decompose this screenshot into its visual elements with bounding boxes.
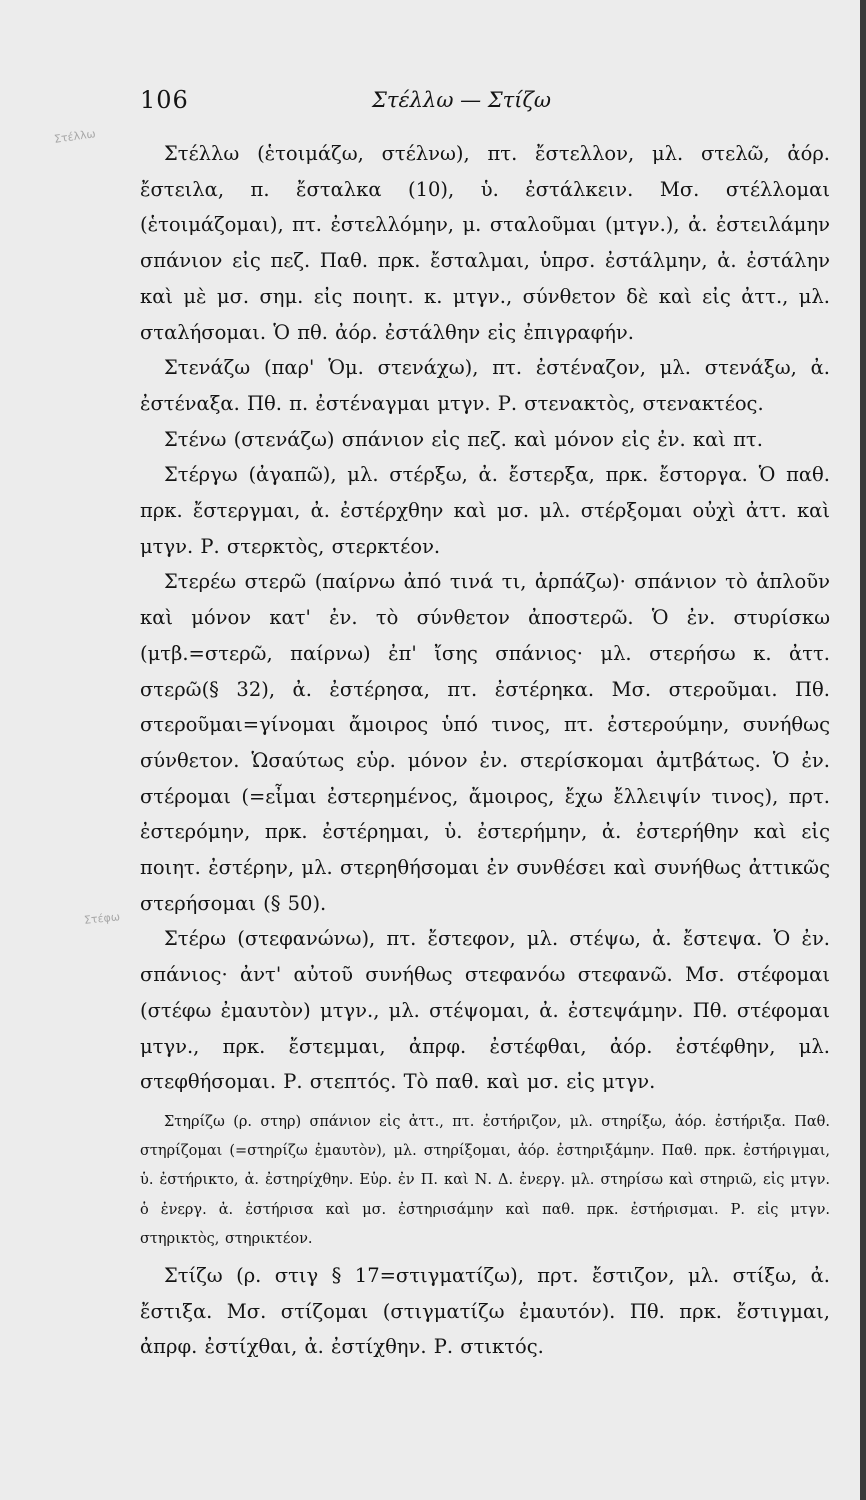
entry-stero: Στέρω (στεφανώνω), πτ. ἔστεφον, μλ. στέψω, ἀ. ἔστεψα. Ὁ ἐν. σπάνιος· ἀντ' αὐτοῦ συνήθως στεφανόω στεφανῶ. Μσ. στέφομαι (στέφω ἐμαυτὸν) μτγν., μλ. στέψομαι, ἀ. ἐστεψάμην. Πθ. στέφομαι μτγν., πρκ. ἔστεμμαι, ἀπρφ. ἐστέφθαι, ἀόρ. ἐστέφθην, μλ. στεφθήσομαι. Ρ. στεπτός. Τὸ παθ. καὶ μσ. εἰς μτγν. xyxy=(140,927,830,1094)
margin-annotation: Στέφω xyxy=(83,910,121,927)
margin-annotation: Στέλλω xyxy=(53,127,97,146)
entry-steno: Στένω (στενάζω) σπάνιον εἰς πεζ. καὶ μόνον εἰς ἐν. καὶ πτ. xyxy=(164,427,763,451)
entry-stenazo: Στενάζω (παρ' Ὁμ. στενάχω), πτ. ἐστέναζον, μλ. στενάξω, ἀ. ἐστέναξα. Πθ. π. ἐστέναγμαι μτγν. Ρ. στενακτὸς, στενακτέος. xyxy=(140,356,830,415)
entry-stergo: Στέργω (ἀγαπῶ), μλ. στέρξω, ἀ. ἔστερξα, πρκ. ἔστοργα. Ὁ παθ. πρκ. ἔστεργμαι, ἀ. ἐστέρχθην καὶ μσ. μλ. στέρξομαι οὐχὶ ἀττ. καὶ μτγν. Ρ. στερκτὸς, στερκτέον. xyxy=(140,463,830,558)
page-body xyxy=(140,136,830,1365)
entry-stizo: Στίζω (ρ. στιγ § 17=στιγματίζω), πρτ. ἔστιζον, μλ. στίξω, ἀ. ἔστιξα. Μσ. στίζομαι (στιγματίζω ἐμαυτόν). Πθ. πρκ. ἔστιγμαι, ἀπρφ. ἐστίχθαι, ἀ. ἐστίχθην. Ρ. στικτός. xyxy=(140,1264,830,1359)
entry-stereo: Στερέω στερῶ (παίρνω ἀπό τινά τι, ἁρπάζω)· σπάνιον τὸ ἁπλοῦν καὶ μόνον κατ' ἐν. τὸ σύνθετον ἀποστερῶ. Ὁ ἐν. στυρίσκω (μτβ.=στερῶ, παίρνω) ἐπ' ἴσης σπάνιος· μλ. στερήσω κ. ἀττ. στερῶ(§ 32), ἀ. ἐστέρησα, πτ. ἐστέρηκα. Μσ. στεροῦμαι. Πθ. στεροῦμαι=γίνομαι ἄμοιρος ὑπό τινος, πτ. ἐστερούμην, συνήθως σύνθετον. Ὡσαύτως εὑρ. μόνον ἐν. στερίσκομαι ἀμτβάτως. Ὁ ἐν. στέρομαι (=εἶμαι ἐστερημένος, ἄμοιρος, ἔχω ἔλλειψίν τινος), πρτ. ἐστερόμην, πρκ. ἐστέρημαι, ὑ. ἐστερήμην, ἀ. ἐστερήθην καὶ εἰς ποιητ. ἐστέρην, μλ. στερηθήσομαι ἐν συνθέσει καὶ συνήθως ἀττικῶς στερήσομαι (§ 50). xyxy=(140,570,830,915)
page-header xyxy=(140,86,830,126)
entry-stello: Στέλλω (ἑτοιμάζω, στέλνω), πτ. ἔστελλον, μλ. στελῶ, ἀόρ. ἔστειλα, π. ἔσταλκα (10), ὑ. ἐστάλκειν. Μσ. στέλλομαι (ἑτοιμάζομαι), πτ. ἐστελλόμην, μ. σταλοῦμαι (μτγν.), ἀ. ἐστειλάμην σπάνιον εἰς πεζ. Παθ. πρκ. ἔσταλμαι, ὑπρσ. ἐστάλμην, ἀ. ἐστάλην καὶ μὲ μσ. σημ. εἰς ποιητ. κ. μτγν., σύνθετον δὲ καὶ εἰς ἀττ., μλ. σταλήσομαι. Ὁ πθ. ἀόρ. ἐστάλθην εἰς ἐπιγραφήν. xyxy=(140,142,830,344)
page-edge-shadow xyxy=(860,0,866,1500)
page-number: 106 xyxy=(140,86,189,114)
running-head: Στέλλω — Στίζω xyxy=(372,88,552,112)
entry-sterizo: Στηρίζω (ρ. στηρ) σπάνιον εἰς ἀττ., πτ. ἐστήριζον, μλ. στηρίξω, ἀόρ. ἐστήριξα. Παθ. στηρίζομαι (=στηρίζω ἐμαυτὸν), μλ. στηρίξομαι, ἀόρ. ἐστηριξάμην. Παθ. πρκ. ἐστήριγμαι, ὑ. ἐστήρικτο, ἀ. ἐστηρίχθην. Εὑρ. ἐν Π. καὶ Ν. Δ. ἐνεργ. μλ. στηρίσω καὶ στηριῶ, εἰς μτγν. ὁ ἐνεργ. ἀ. ἐστήρισα καὶ μσ. ἐστηρισάμην καὶ παθ. πρκ. ἐστήρισμαι. Ρ. εἰς μτγν. στηρικτὸς, στηρικτέον. xyxy=(140,1113,830,1247)
